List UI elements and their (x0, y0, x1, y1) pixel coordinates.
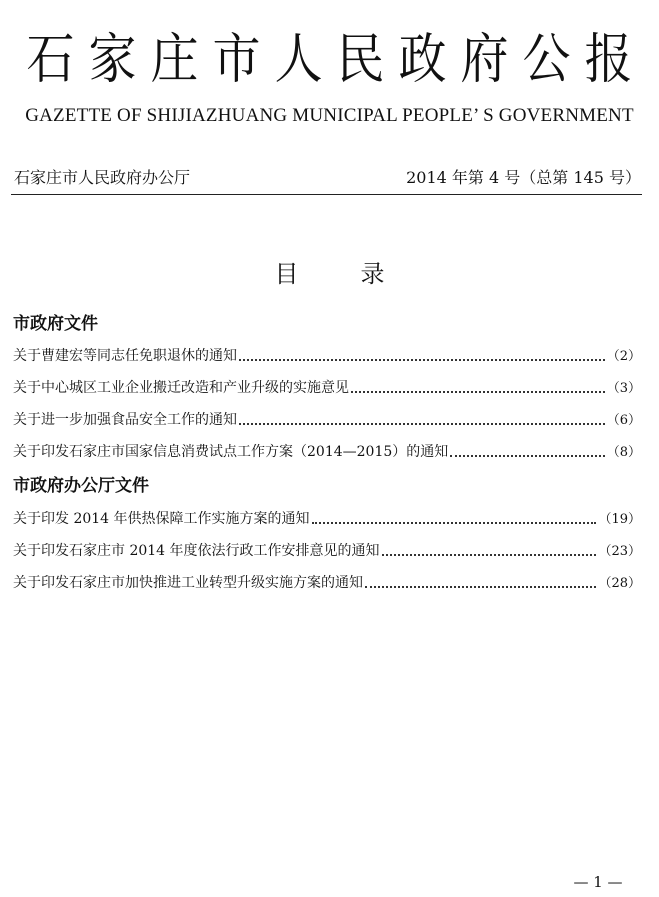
toc-entry-title: 关于曹建宏等同志任免职退休的通知 (13, 348, 237, 364)
toc-entry-page: （2） (606, 349, 641, 364)
header-divider (11, 194, 642, 195)
toc-entry[interactable] (13, 441, 641, 463)
toc-entry-page: （28） (598, 576, 641, 591)
leader-dots (312, 522, 597, 524)
toc-heading-char-1: 目 (274, 260, 299, 288)
issuer-name: 石家庄市人民政府办公厅 (14, 168, 191, 187)
toc-entry-page: （6） (606, 413, 641, 428)
toc-entry-title: 关于印发 2014 年供热保障工作实施方案的通知 (13, 511, 310, 527)
toc-entry[interactable] (13, 572, 641, 594)
toc-entry-title: 关于印发石家庄市国家信息消费试点工作方案（2014—2015）的通知 (13, 444, 449, 460)
gazette-english-subtitle: GAZETTE OF SHIJIAZHUANG MUNICIPAL PEOPLE’ S GOVERNMENT (25, 105, 634, 126)
toc-heading-char-2: 录 (360, 260, 385, 288)
toc-entry[interactable] (13, 377, 641, 399)
leader-dots (239, 423, 605, 425)
gazette-masthead-title: 石家庄市人民政府公报 (26, 28, 647, 91)
issue-number: 2014 年第 4 号（总第 145 号） (406, 168, 641, 187)
toc-entry[interactable] (13, 508, 641, 530)
leader-dots (351, 391, 605, 393)
toc-entry-title: 关于中心城区工业企业搬迁改造和产业升级的实施意见 (13, 380, 349, 396)
toc-heading (0, 258, 659, 290)
toc-entry-page: （19） (598, 512, 641, 527)
section-heading-general-office: 市政府办公厅文件 (13, 476, 149, 496)
toc-entry-title: 关于印发石家庄市加快推进工业转型升级实施方案的通知 (13, 575, 363, 591)
toc-entry-page: （8） (606, 445, 641, 460)
leader-dots (365, 586, 596, 588)
section-heading-municipal-government: 市政府文件 (13, 314, 98, 334)
leader-dots (239, 359, 605, 361)
leader-dots (450, 455, 604, 457)
toc-entry-page: （23） (598, 544, 641, 559)
toc-entry[interactable] (13, 345, 641, 367)
page-number: — 1 — (573, 873, 623, 891)
leader-dots (382, 554, 597, 556)
toc-entry-title: 关于进一步加强食品安全工作的通知 (13, 412, 237, 428)
toc-entry[interactable] (13, 409, 641, 431)
toc-entry-page: （3） (606, 381, 641, 396)
toc-entry[interactable] (13, 540, 641, 562)
toc-entry-title: 关于印发石家庄市 2014 年度依法行政工作安排意见的通知 (13, 543, 380, 559)
